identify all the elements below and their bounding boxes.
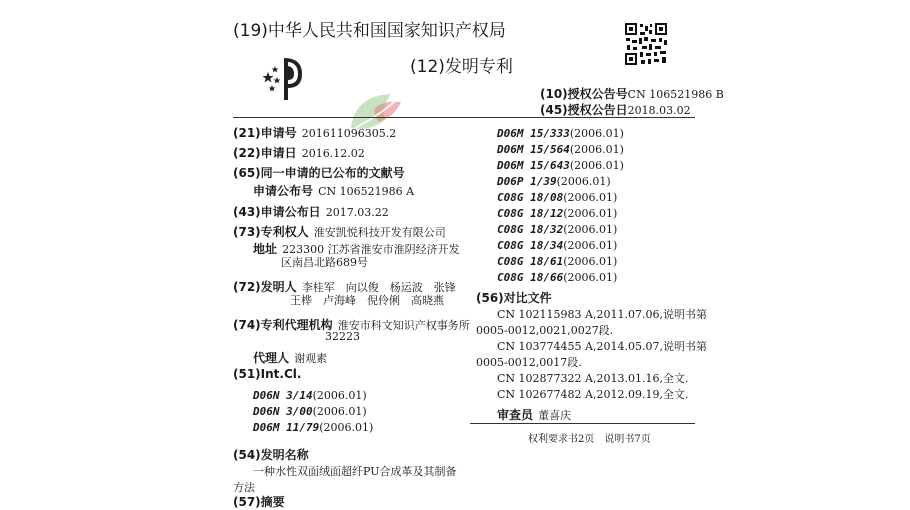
prior-publication-label: (65)同一申请的已公布的文献号: [233, 166, 405, 180]
class-code: D06P 1/39: [497, 175, 557, 188]
class-version: (2006.01): [569, 127, 624, 140]
publication-number-label: 申请公布号: [253, 184, 314, 198]
reference-line: CN 102115983 A,2011.07.06,说明书第: [497, 308, 707, 321]
class-item: [497, 266, 617, 285]
int-cl-item: [253, 416, 373, 435]
class-code: D06N 3/00: [253, 405, 313, 418]
application-number-row: [233, 122, 396, 141]
address-label: 地址: [253, 242, 278, 256]
footer-rule: [470, 423, 695, 424]
class-code: D06M 15/333: [497, 127, 570, 140]
invention-title-line-1: 一种水性双面绒面超纤PU合成革及其制备: [253, 465, 457, 478]
class-version: (2006.01): [312, 389, 367, 402]
publication-date-label: (43)申请公布日: [233, 205, 321, 219]
examiner: 董喜庆: [538, 409, 572, 422]
examiner-row: [497, 404, 571, 423]
publication-number: CN 106521986 A: [318, 185, 415, 198]
prior-publication-label-row: [233, 162, 405, 181]
application-number-label: (21)申请号: [233, 126, 297, 140]
class-code: D06N 3/14: [253, 389, 313, 402]
reference-line: 0005-0012,0017段.: [476, 356, 582, 369]
grant-number: CN 106521986 B: [627, 88, 724, 101]
class-version: (2006.01): [563, 207, 618, 220]
reference-line: CN 102677482 A,2012.09.19,全文.: [497, 388, 689, 401]
address-line-1: 223300 江苏省淮安市淮阴经济开发: [282, 243, 460, 256]
class-version: (2006.01): [569, 143, 624, 156]
grant-date-label: (45)授权公告日: [540, 103, 628, 117]
header-rule: [233, 117, 695, 118]
agency-label: (74)专利代理机构: [233, 318, 333, 332]
examiner-label: 审查员: [497, 408, 534, 422]
class-code: D06M 11/79: [253, 421, 320, 434]
class-code: C08G 18/66: [497, 271, 564, 284]
class-version: (2006.01): [563, 271, 618, 284]
patent-office-emblem-icon: [258, 52, 308, 102]
publication-number-row: [253, 180, 414, 199]
class-code: D06M 15/564: [497, 143, 570, 156]
class-code: C08G 18/34: [497, 239, 564, 252]
office-title: (19)中华人民共和国国家知识产权局: [233, 21, 506, 41]
agency: 淮安市科文知识产权事务所: [337, 319, 470, 332]
reference-line: CN 102877322 A,2013.01.16,全文.: [497, 372, 689, 385]
class-version: (2006.01): [319, 421, 374, 434]
reference-line: 0005-0012,0021,0027段.: [476, 324, 614, 337]
class-version: (2006.01): [563, 191, 618, 204]
abstract-label: (57)摘要: [233, 495, 285, 509]
agent: 谢观素: [294, 352, 328, 365]
inventors-label: (72)发明人: [233, 280, 297, 294]
patentee-label: (73)专利权人: [233, 225, 309, 239]
int-cl-label: (51)Int.Cl.: [233, 367, 302, 381]
grant-number-label: (10)授权公告号: [540, 87, 628, 101]
agent-label: 代理人: [253, 351, 290, 365]
qr-code-icon: [624, 22, 668, 66]
grant-number-row: [540, 85, 724, 102]
grant-date-row: [540, 101, 691, 118]
class-version: (2006.01): [563, 239, 618, 252]
inventors-line-1: 李桂军 向以俊 杨运波 张锋: [301, 281, 456, 294]
class-code: C08G 18/61: [497, 255, 564, 268]
class-version: (2006.01): [312, 405, 367, 418]
cited-references-label: (56)对比文件: [476, 291, 552, 305]
class-version: (2006.01): [569, 159, 624, 172]
reference-line: CN 103774455 A,2014.05.07,说明书第: [497, 340, 707, 353]
application-date: 2016.12.02: [301, 147, 365, 160]
publication-date-row: [233, 201, 389, 220]
page-count-footer: 权利要求书2页 说明书7页: [528, 434, 651, 445]
grant-date: 2018.03.02: [627, 104, 691, 117]
application-date-label: (22)申请日: [233, 146, 297, 160]
invention-title-label: (54)发明名称: [233, 448, 309, 462]
publication-date: 2017.03.22: [325, 206, 389, 219]
class-code: C08G 18/08: [497, 191, 564, 204]
application-date-row: [233, 142, 365, 161]
address-line-2: 区南昌北路689号: [281, 256, 368, 269]
class-version: (2006.01): [563, 255, 618, 268]
agency-code: 32223: [325, 330, 360, 343]
class-code: C08G 18/32: [497, 223, 564, 236]
class-code: D06M 15/643: [497, 159, 570, 172]
doc-type: (12)发明专利: [410, 57, 513, 77]
invention-title-line-2: 方法: [233, 481, 255, 494]
application-number: 201611096305.2: [301, 127, 397, 140]
class-version: (2006.01): [556, 175, 611, 188]
patentee: 淮安凯悦科技开发有限公司: [313, 226, 446, 239]
class-code: C08G 18/12: [497, 207, 564, 220]
agent-row: [253, 347, 327, 366]
inventors-line-2: 王桦 卢海峰 倪伶俐 高晓燕: [290, 294, 444, 307]
class-version: (2006.01): [563, 223, 618, 236]
